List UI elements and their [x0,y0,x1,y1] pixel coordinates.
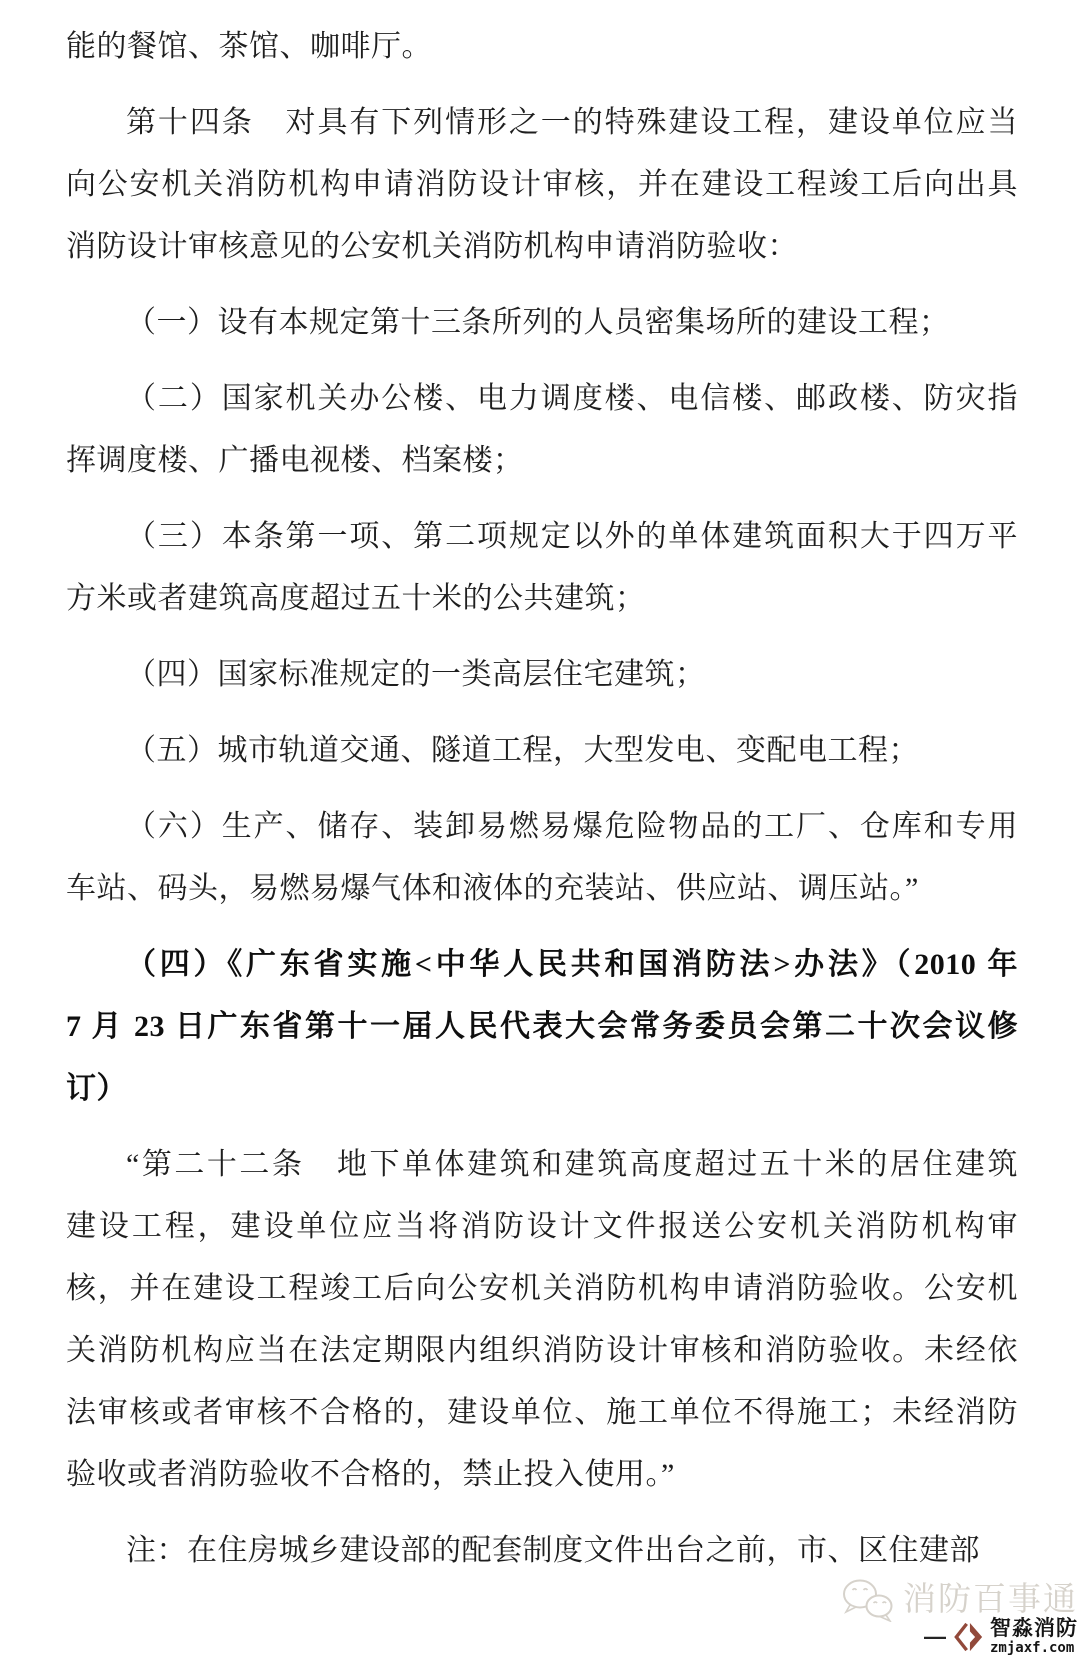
paragraph-tail-restaurants [66,16,1018,78]
watermark-source-site: zmjaxf.com [990,1640,1075,1656]
watermark-source-name: 智淼消防 [990,1617,1078,1640]
text-line: （一）设有本规定第十三条所列的人员密集场所的建设工程； [126,306,950,339]
text-line: 注：在住房城乡建设部的配套制度文件出台之前，市、区住建部 [126,1534,980,1567]
paragraph-note [66,1520,1018,1582]
text-line: 验收或者消防验收不合格的，禁止投入使用。” [66,1458,675,1491]
text-line: （二）国家机关办公楼、电力调度楼、电信楼、邮政楼、防灾指 [126,382,1018,415]
text-line: 能的餐馆、茶馆、咖啡厅。 [66,30,432,63]
text-line: 向公安机关消防机构申请消防设计审核，并在建设工程竣工后向出具 [66,168,1018,201]
watermark-dash: — [924,1624,946,1649]
paragraph-item-4 [66,644,1018,706]
text-line: 车站、码头，易燃易爆气体和液体的充装站、供应站、调压站。” [66,872,919,905]
text-line: 关消防机构应当在法定期限内组织消防设计审核和消防验收。未经依 [66,1334,1018,1367]
paragraph-article-14 [66,92,1018,278]
text-line: （五）城市轨道交通、隧道工程，大型发电、变配电工程； [126,734,919,767]
text-line: （四）国家标准规定的一类高层住宅建筑； [126,658,706,691]
paragraph-article-22 [66,1134,1018,1506]
paragraph-item-3 [66,506,1018,630]
text-line: 订） [66,1072,127,1105]
text-line: （六）生产、储存、装卸易燃易爆危险物品的工厂、仓库和专用 [126,810,1018,843]
watermark-brand-text: 消防百事通 [903,1582,1078,1618]
text-line: （四）《广东省实施<中华人民共和国消防法>办法》（2010 年 [126,948,1018,981]
paragraph-item-2 [66,368,1018,492]
text-line: “第二十二条 地下单体建筑和建筑高度超过五十米的居住建筑 [126,1148,1018,1181]
text-line: 建设工程，建设单位应当将消防设计文件报送公安机关消防机构审 [66,1210,1018,1243]
paragraph-item-5 [66,720,1018,782]
text-line: 消防设计审核意见的公安机关消防机构申请消防验收： [66,230,798,263]
text-line: 第十四条 对具有下列情形之一的特殊建设工程，建设单位应当 [126,106,1018,139]
watermark [840,1578,1078,1656]
text-line: 方米或者建筑高度超过五十米的公共建筑； [66,582,646,615]
text-line: 法审核或者审核不合格的，建设单位、施工单位不得施工；未经消防 [66,1396,1018,1429]
paragraph-item-6 [66,796,1018,920]
text-line: 7 月 23 日广东省第十一届人民代表大会常务委员会第二十次会议修 [66,1010,1018,1043]
paragraph-heading-guangdong-regulation [66,934,1018,1120]
text-line: 核，并在建设工程竣工后向公安机关消防机构申请消防验收。公安机 [66,1272,1018,1305]
text-line: 挥调度楼、广播电视楼、档案楼； [66,444,524,477]
document-body [66,16,1018,1596]
watermark-source-text [990,1618,1078,1656]
watermark-brand-row [840,1578,1078,1622]
watermark-source-row [840,1618,1078,1656]
paragraph-item-1 [66,292,1018,354]
wechat-chat-bubbles-icon [840,1578,896,1622]
text-line: （三）本条第一项、第二项规定以外的单体建筑面积大于四万平 [126,520,1018,553]
zhimiao-diamond-logo-icon [954,1621,984,1653]
